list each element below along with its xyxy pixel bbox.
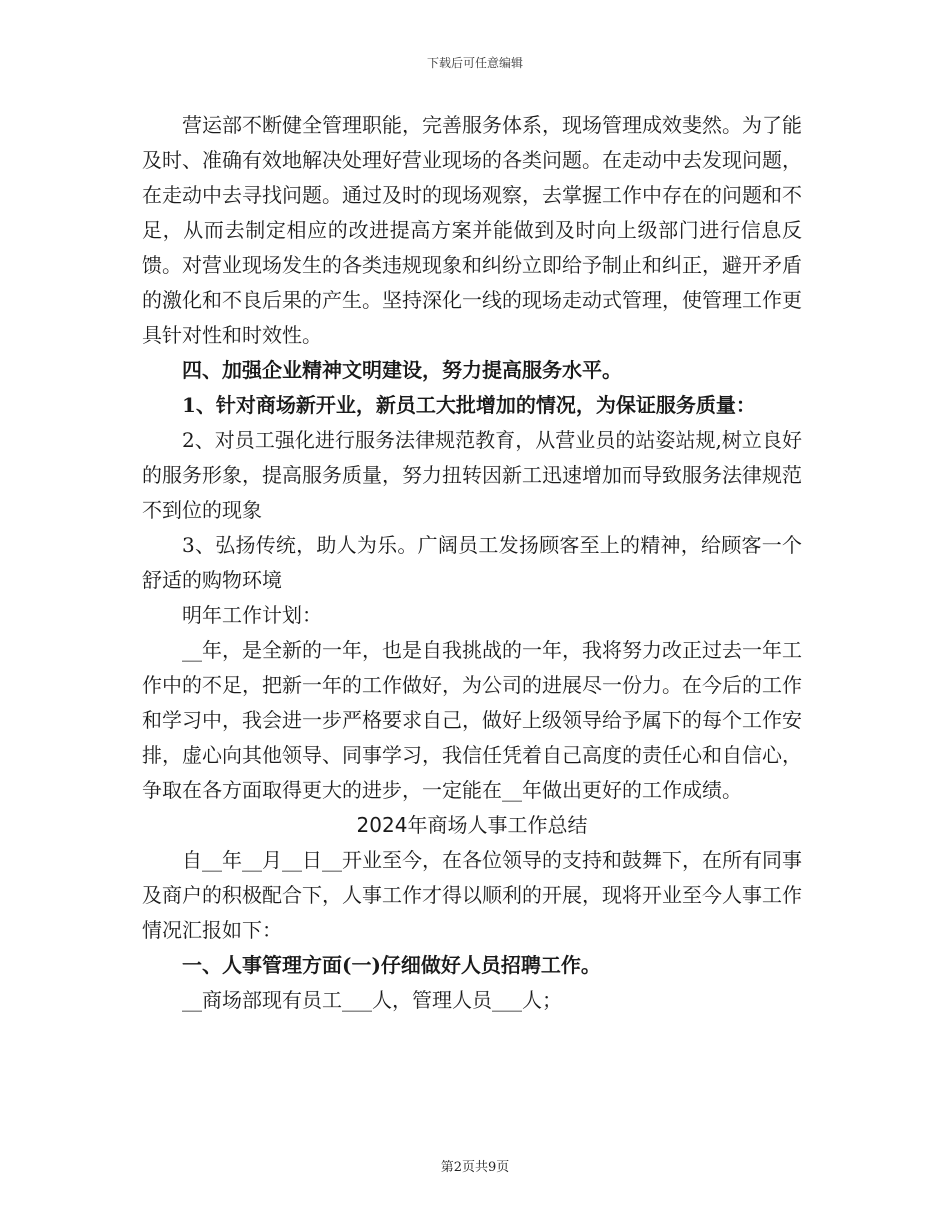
staff-count-paragraph: __商场部现有员工___人，管理人员___人； — [182, 988, 562, 1012]
plan-heading: 明年工作计划： — [182, 603, 322, 627]
paragraph-operations: 营运部不断健全管理职能，完善服务体系，现场管理成效斐然。为了能及时、准确有效地解决处理好营业现场的各类问题。在走动中去发现问题，在走动中去寻找问题。通过及时的现场观察，去掌握工作中存在的问题和不足，从而去制定相应的改进提高方案并能做到及时向上级部门进行信息反馈。对营业现场发生的各类违规现象和纠纷立即给予制止和纠正，避开矛盾的激化和不良后果的产生。坚持深化一线的现场走动式管理，使管理工作更具针对性和时效性。 — [142, 113, 802, 347]
heading-hr-management: 一、人事管理方面(一)仔细做好人员招聘工作。 — [182, 953, 601, 977]
intro-paragraph: 自__年__月__日__开业至今，在各位领导的支持和鼓舞下，在所有同事及商户的积极配合下，人事工作才得以顺利的开展，现将开业至今人事工作情况汇报如下： — [142, 848, 802, 942]
page-footer: 第2页共9页 — [440, 1160, 510, 1175]
item-one: 1、针对商场新开业，新员工大批增加的情况，为保证服务质量： — [182, 393, 756, 417]
item-two: 2、对员工强化进行服务法律规范教育，从营业员的站姿站规,树立良好的服务形象，提高服务质量，努力扭转因新工迅速增加而导致服务法律规范不到位的现象 — [142, 428, 802, 522]
plan-paragraph: __年，是全新的一年，也是自我挑战的一年，我将努力改正过去一年工作中的不足，把新一年的工作做好，为公司的进展尽一份力。在今后的工作和学习中，我会进一步严格要求自己，做好上级领导给予属下的每个工作安排，虚心向其他领导、同事学习，我信任凭着自己高度的责任心和自信心，争取在各方面取得更大的进步，一定能在__年做出更好的工作成绩。 — [142, 638, 802, 802]
section-title: 2024年商场人事工作总结 — [356, 813, 588, 837]
item-three: 3、弘扬传统，助人为乐。广阔员工发扬顾客至上的精神，给顾客一个舒适的购物环境 — [142, 533, 802, 592]
heading-section-four: 四、加强企业精神文明建设，努力提高服务水平。 — [182, 358, 622, 382]
header-note: 下载后可任意编辑 — [426, 56, 523, 70]
document-body — [142, 108, 802, 1018]
